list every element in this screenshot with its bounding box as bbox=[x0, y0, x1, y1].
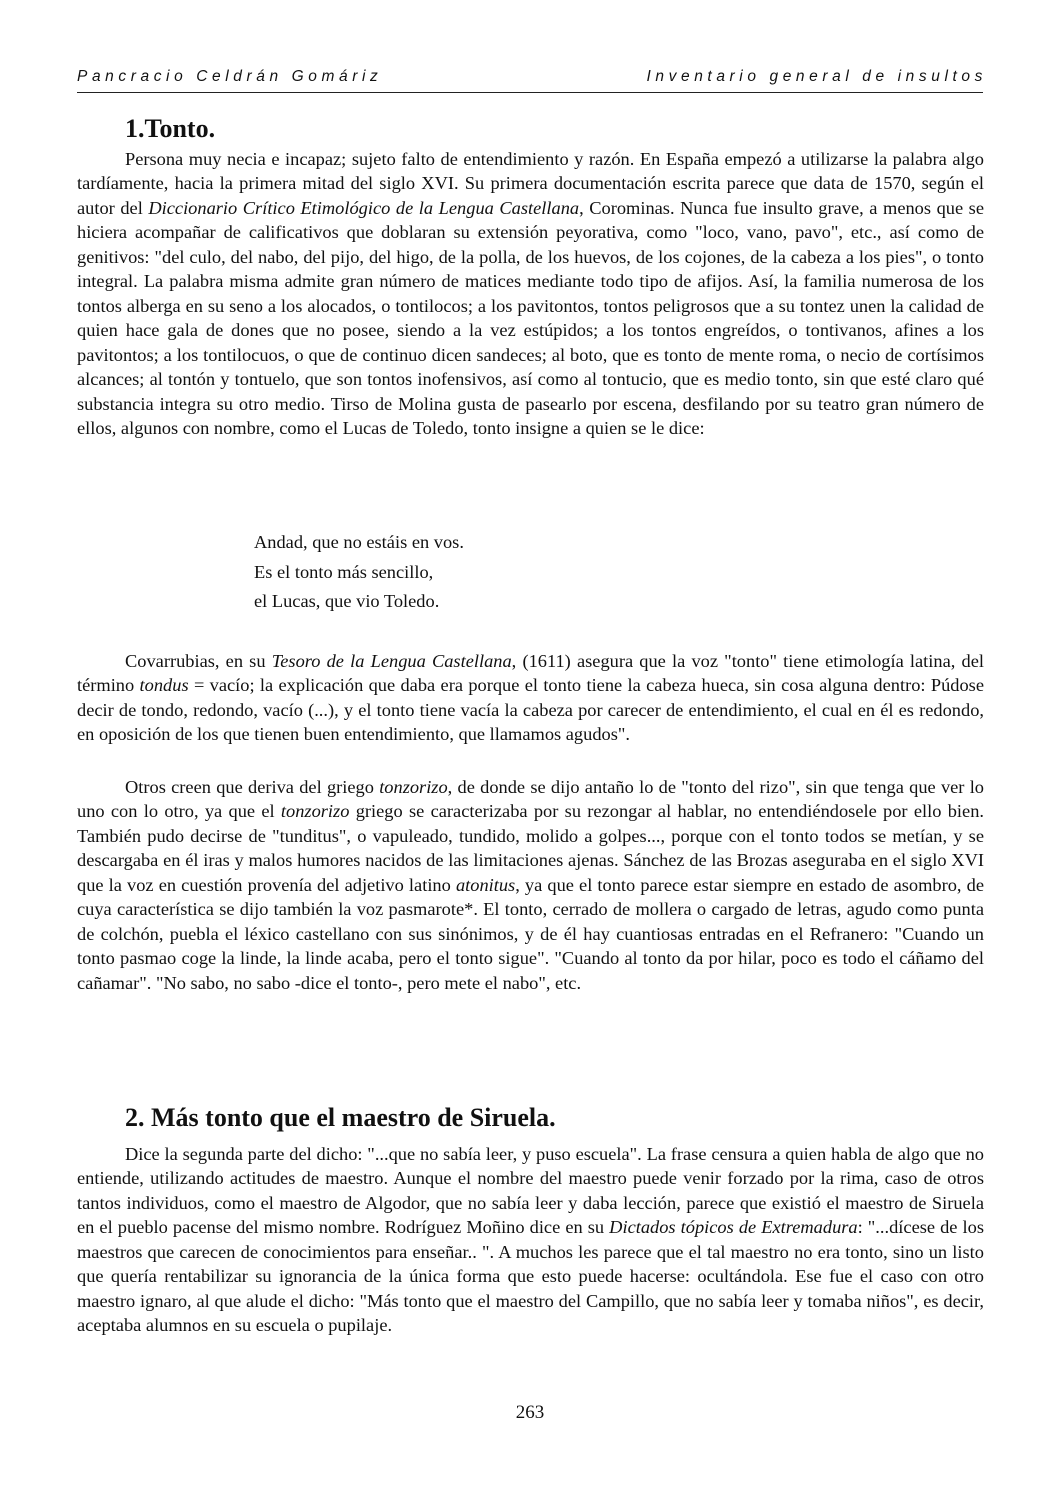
greek-term-italic: tonzorizo bbox=[379, 777, 448, 797]
book-title-italic: Diccionario Crítico Etimológico de la Lengua Castellana bbox=[148, 197, 580, 218]
header-book-title: Inventario general de insultos bbox=[646, 68, 987, 85]
verse-line-3: el Lucas, que vio Toledo. bbox=[254, 591, 440, 611]
header-author: Pancracio Celdrán Gomáriz bbox=[77, 68, 383, 85]
latin-term-italic: atonitus bbox=[455, 874, 516, 895]
section-1-paragraph-3: Otros creen que deriva del griego tonzorizo, de donde se dijo antaño lo de "tonto del rizo", sin que tenga que ver lo uno con lo otro, ya que el tonzorizo griego se caracterizaba por su rezongar al hablar, no entendiéndosele por ello bien. También pudo decirse de "tunditus", o vapuleado, tundido, molido a golpes..., porque con el tonto todos se metían, y se descargaba en él iras y malos humores nacidos de las limitaciones ajenas. Sánchez de las Brozas aseguraba en el siglo XVI que la voz en cuestión provenía del adjetivo latino atonitus, ya que el tonto parece estar siempre en estado de asombro, de cuya característica se dijo también la voz pasmarote*. El tonto, cerrado de mollera o cargado de letras, agudo como punta de colchón, puebla el léxico castellano con sus sinónimos, y de él hay cuantiosas entradas en el Refranero: "Cuando un tonto pasmao coge la linde, la linde acaba, pero el tonto sigue". "Cuando al tonto da por hilar, poco es todo el cáñamo del cañamar". "No sabo, no sabo -dice el tonto-, pero mete el nabo", etc. bbox=[77, 777, 984, 993]
section-1-paragraph-1: Persona muy necia e incapaz; sujeto falto de entendimiento y razón. En España empezó a utilizarse la palabra algo tardíamente, hacia la primera mitad del siglo XVI. Su primera documentación escrita parece que data de 1570, según el autor del Diccionario Crítico Etimológico de la Lengua Castellana, Corominas. Nunca fue insulto grave, a menos que se hiciera acompañar de calificativos que doblaran su extensión peyorativa, como "loco, vano, pavo", etc., así como de genitivos: "del culo, del nabo, del pijo, del higo, de la polla, de los huevos, de los cojones, de la cabeza a los pies", o tonto integral. La palabra misma admite gran número de matices mediante todo tipo de afijos. Así, la familia numerosa de los tontos alberga en su seno a los alocados, o tontilocos; a los pavitontos, tontos peligrosos que a su tontez unen la calidad de quien hace gala de dones que no posee, siendo a la vez estúpidos; a los tontos engreídos, o tontivanos, afines a los pavitontos; a los tontilocuos, o que de continuo dicen sandeces; al boto, que es tonto de mente roma, o necio de cortísimos alcances; al tontón y tontuelo, que son tontos inofensivos, así como al tontucio, que es medio tonto, sin que esté claro qué substancia integra su otro medio. Tirso de Molina gusta de pasearlo por escena, desfilando por su teatro gran número de ellos, algunos con nombre, como el Lucas de Toledo, tonto insigne a quien se le dice: bbox=[77, 149, 985, 438]
section-2-heading: 2. Más tonto que el maestro de Siruela. bbox=[125, 1103, 556, 1132]
verse-line-2: Es el tonto más sencillo, bbox=[254, 561, 434, 582]
verse-line-1: Andad, que no estáis en vos. bbox=[254, 532, 464, 552]
header-rule bbox=[77, 92, 983, 93]
latin-term-italic: tondus bbox=[139, 675, 189, 696]
section-2-paragraph-1: Dice la segunda parte del dicho: "...que no sabía leer, y puso escuela". La frase censura a quien habla de algo que no entiende, utilizando actitudes de maestro. Aunque el nombre del maestro puede venir forzado por la rima, caso de otros tantos individuos, como el maestro de Algodor, que no sabía leer y daba lección, parece que existió el maestro de Siruela en el pueblo pacense del mismo nombre. Rodríguez Moñino dice en su Dictados tópicos de Extremadura: "...dícese de los maestros que carecen de conocimientos para enseñar.. ". A muchos les parece que el tal maestro no era tonto, sino un listo que quería rentabilizar su ignorancia de la única forma que esto puede hacerse: ocultándola. Ese fue el caso con otro maestro ignaro, al que alude el dicho: "Más tonto que el maestro del Campillo, que no sabía leer y tomaba niños", es decir, aceptaba alumnos en su escuela o pupilaje. bbox=[77, 1144, 984, 1336]
greek-term-italic: tonzorizo bbox=[280, 801, 350, 822]
verse-quote bbox=[254, 528, 464, 617]
section-1-paragraph-2: Covarrubias, en su Tesoro de la Lengua Castellana, (1611) asegura que la voz "tonto" tiene etimología latina, del término tondus = vacío; la explicación que daba era porque el tonto tiene la cabeza hueca, sin cosa alguna dentro: Púdose decir de tondo, redondo, vacío (...), y el tonto tiene vacía la cabeza por carecer de entendimiento, el cual en él es redondo, en oposición de los que tienen buen entendimiento, que llamamos agudos". bbox=[77, 651, 984, 745]
book-title-italic: Dictados tópicos de Extremadura bbox=[609, 1217, 858, 1238]
running-header bbox=[77, 68, 987, 92]
page-number: 263 bbox=[515, 1402, 545, 1423]
book-title-italic: Tesoro de la Lengua Castellana bbox=[271, 651, 512, 671]
section-1-heading: 1.Tonto. bbox=[125, 114, 216, 143]
